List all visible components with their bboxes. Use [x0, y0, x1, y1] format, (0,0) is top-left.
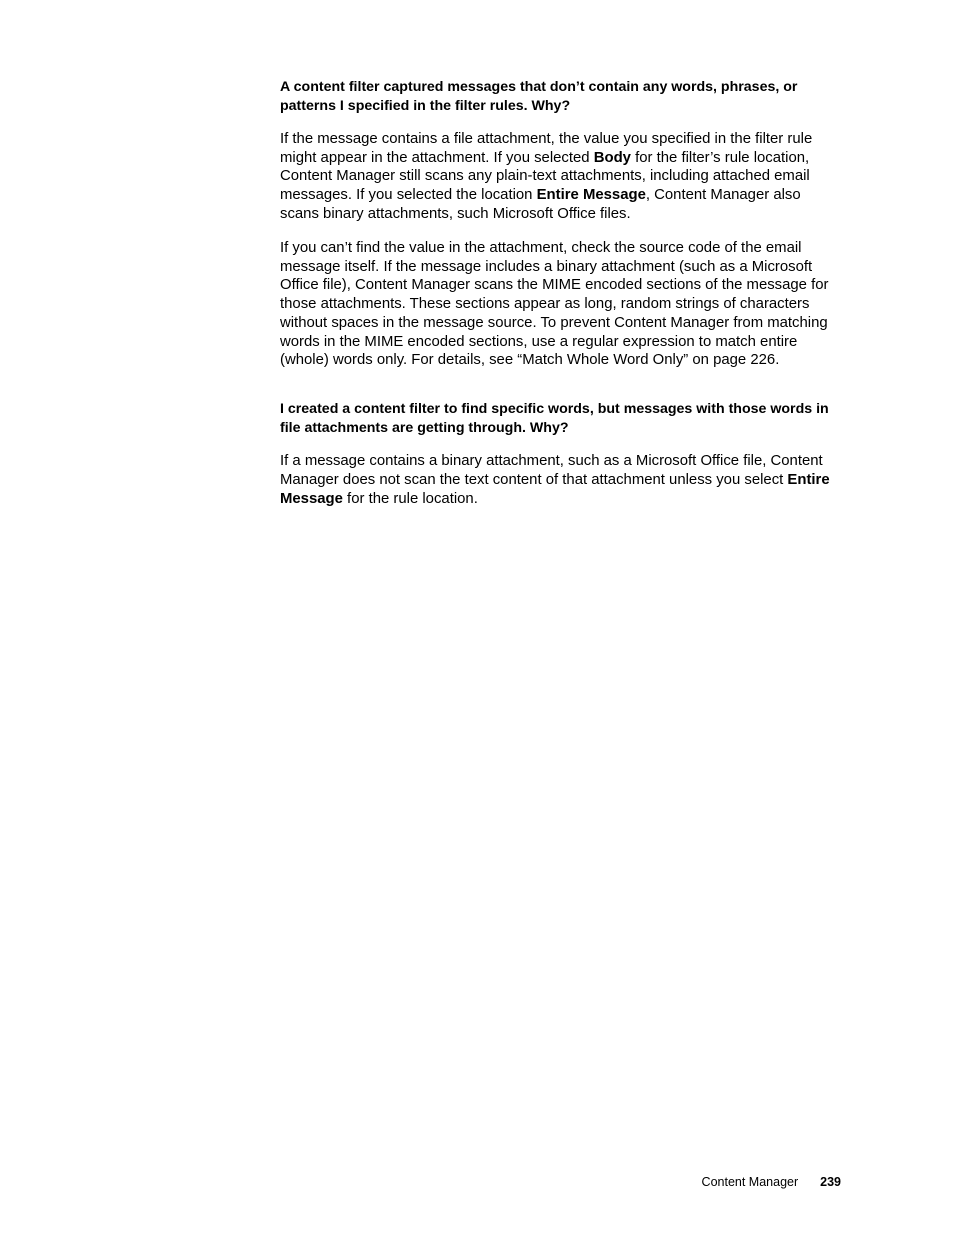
footer-section-name: Content Manager: [701, 1175, 799, 1189]
section-spacer: [280, 385, 842, 400]
page-footer: [702, 1174, 841, 1190]
bold-term-entire-message: Entire Message: [280, 472, 830, 507]
page-number: 239: [820, 1175, 841, 1189]
faq-question-1: A content filter captured messages that don’t contain any words, phrases, or patterns I specified in the filter rules. Why?: [280, 79, 798, 114]
text-run: If a message contains a binary attachment, such as a Microsoft Office file, Content Manager does not scan the text content of that attachment unless you select: [280, 453, 823, 489]
bold-term-entire-message: Entire Message: [536, 187, 646, 204]
main-content: [280, 78, 842, 524]
bold-term-body: Body: [593, 149, 631, 166]
text-run: for the rule location.: [342, 490, 478, 507]
text-run: If the message contains a file attachment, the value you specified in the filter rule might appear in the attachment. If you selected: [280, 131, 813, 166]
faq-answer-1-paragraph-1: [280, 130, 842, 224]
text-run: for the filter’s rule location, Content Manager still scans any plain-text attachments, including attached email messages. If you selected the location: [280, 149, 810, 204]
faq-answer-2-paragraph-1: [280, 452, 842, 508]
faq-answer-1-paragraph-2: If you can’t find the value in the attachment, check the source code of the email message itself. If the message includes a binary attachment (such as a Microsoft Office file), Content Manager scans the MIME encoded sections of the message for those attachments. These sections appear as long, random strings of characters without spaces in the message source. To prevent Content Manager from matching words in the MIME encoded sections, use a regular expression to match entire (whole) words only. For details, see “Match Whole Word Only” on page 226.: [280, 240, 829, 369]
faq-question-2: I created a content filter to find specific words, but messages with those words in file attachments are getting through. Why?: [280, 401, 829, 436]
text-run: , Content Manager also scans binary attachments, such Microsoft Office files.: [280, 187, 801, 222]
